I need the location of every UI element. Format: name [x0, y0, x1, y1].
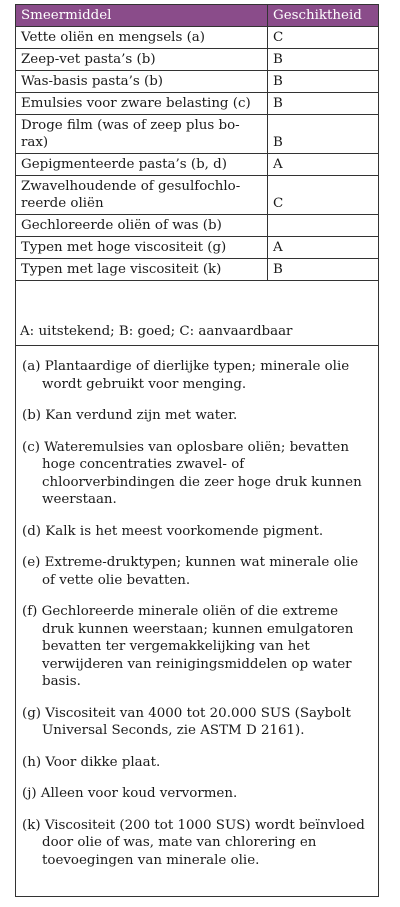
table-row — [16, 237, 379, 259]
footnote: (g) Viscositeit van 4000 tot 20.000 SUS (Saybolt Universal Seconds, zie ASTM D 2161). — [22, 705, 351, 738]
footnote: (k) Viscositeit (200 tot 1000 SUS) wordt beïnvloed door olie of was, mate van chlorering en toevoegingen van minerale olie. — [22, 817, 365, 868]
suitability-rating: A — [268, 154, 379, 176]
footnote: (b) Kan verdund zijn met water. — [22, 408, 238, 423]
table-row — [16, 215, 379, 237]
footnote: (a) Plantaardige of dierlijke typen; minerale olie wordt gebruikt voor menging. — [22, 359, 350, 392]
table-row — [16, 176, 379, 215]
lubricant-name: Vette oliën en mengsels (a) — [16, 27, 268, 49]
footnote: (d) Kalk is het meest voorkomende pigment. — [22, 523, 324, 539]
header-lubricant: Smeermiddel — [16, 5, 268, 27]
footnote: (f) Gechloreerde minerale oliën of die extreme druk kunnen weerstaan; kunnen emulgatoren bevatten ter vergemakkelijking van het verwijderen van reinigingsmiddelen op water basis. — [22, 604, 354, 689]
lubricant-name: Gechloreerde oliën of was (b) — [16, 215, 268, 237]
lubricant-name: Zeep-vet pasta’s (b) — [16, 49, 268, 71]
header-suitability: Geschiktheid — [268, 5, 379, 27]
suitability-rating: B — [268, 49, 379, 71]
table-row — [16, 71, 379, 93]
table-row — [16, 49, 379, 71]
table-row — [16, 93, 379, 115]
table-row — [16, 259, 379, 281]
suitability-rating: B — [268, 115, 379, 154]
suitability-rating: B — [268, 71, 379, 93]
rating-legend: A: uitstekend; B: goed; C: aanvaardbaar — [15, 320, 379, 346]
suitability-rating: A — [268, 237, 379, 259]
lubricant-table — [15, 4, 379, 281]
table-header-row — [16, 5, 379, 27]
footnote: (e) Extreme-druktypen; kunnen wat minerale olie of vette olie bevatten. — [22, 555, 359, 588]
lubricant-name: Zwavelhoudende of gesulfochlo-reerde oliën — [16, 176, 268, 215]
suitability-rating: B — [268, 259, 379, 281]
suitability-rating — [268, 215, 379, 237]
lubricant-name: Droge film (was of zeep plus bo-rax) — [16, 115, 268, 154]
footnote: (h) Voor dikke plaat. — [22, 754, 161, 770]
table-row — [16, 27, 379, 49]
table-row — [16, 154, 379, 176]
lubricant-name: Emulsies voor zware belasting (c) — [16, 93, 268, 115]
footnote: (j) Alleen voor koud vervormen. — [22, 786, 238, 801]
suitability-rating: C — [268, 176, 379, 215]
lubricant-name: Was-basis pasta’s (b) — [16, 71, 268, 93]
table-row — [16, 115, 379, 154]
lubricant-name: Typen met hoge viscositeit (g) — [16, 237, 268, 259]
suitability-rating: C — [268, 27, 379, 49]
footnote: (c) Wateremulsies van oplosbare oliën; bevatten hoge concentraties zwavel- of chloorverbindingen die zeer hoge druk kunnen weerstaan. — [22, 439, 362, 507]
lubricant-name: Typen met lage viscositeit (k) — [16, 259, 268, 281]
lubricant-name: Gepigmenteerde pasta’s (b, d) — [16, 154, 268, 176]
suitability-rating: B — [268, 93, 379, 115]
footnotes — [22, 358, 372, 883]
